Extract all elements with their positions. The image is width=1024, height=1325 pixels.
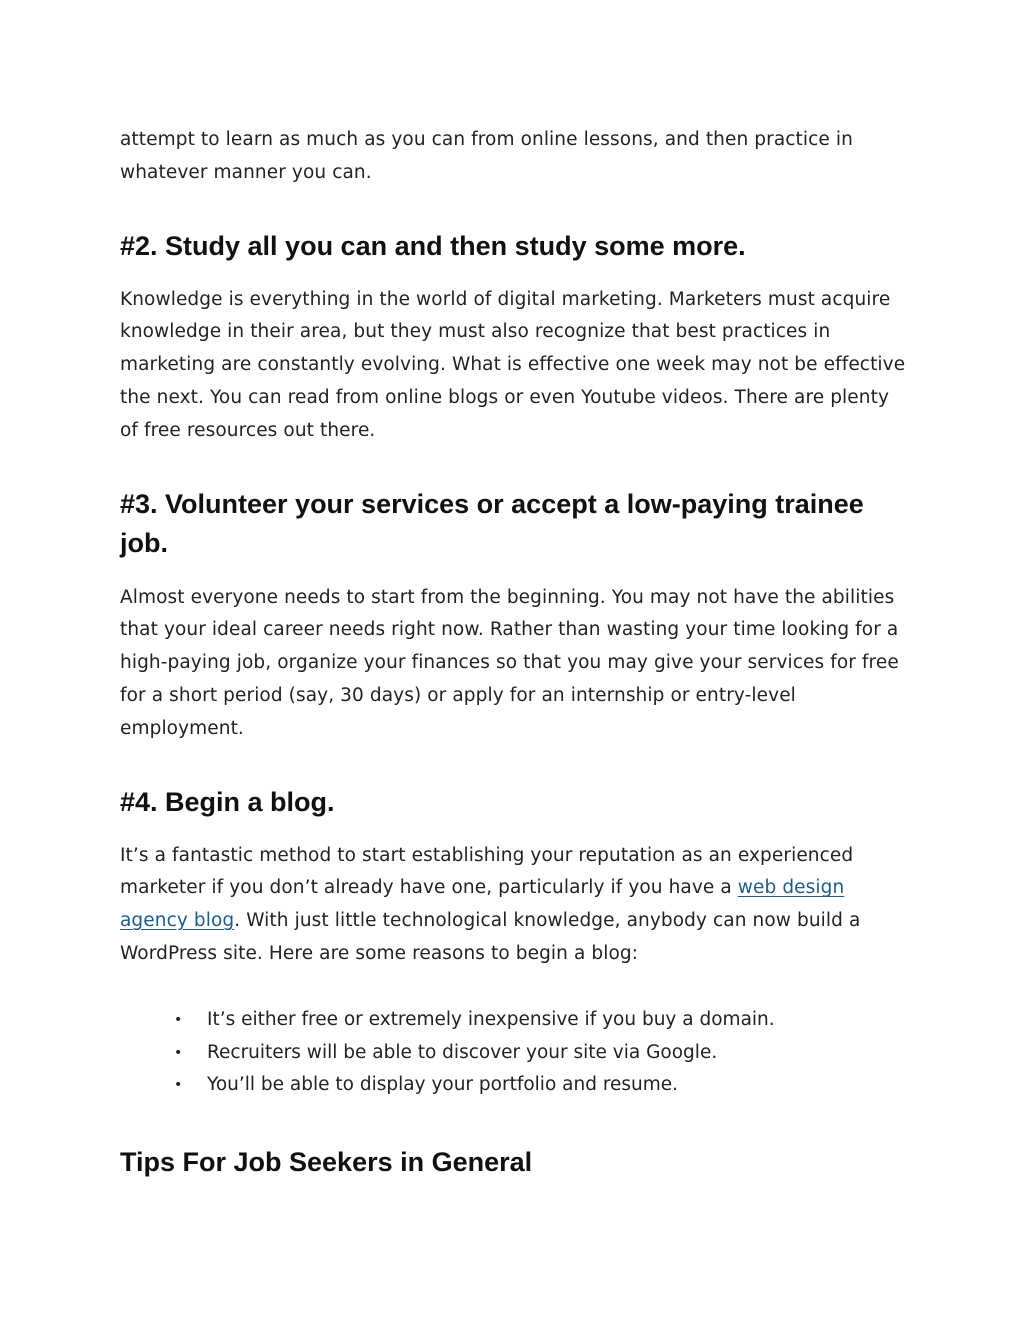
section-heading-blog: #4. Begin a blog. (120, 786, 335, 817)
study-paragraph: Knowledge is everything in the world of digital marketing. Marketers must acquire knowledge in their area, but they must also recognize that best practices in marketing are constantly evolving. What is effective one week may not be effective the next. You can read from online blogs or even Youtube videos. There are plenty of free resources out there. (120, 288, 906, 441)
section-heading-study: #2. Study all you can and then study some more. (120, 230, 746, 261)
list-item-text: It’s either free or extremely inexpensive if you buy a domain. (207, 1008, 775, 1030)
list-item (120, 1004, 910, 1037)
bullet-icon: • (174, 1077, 183, 1094)
blog-paragraph-text-end: . With just little technological knowledge, anybody can now build a WordPress site. Here are some reasons to begin a blog: (120, 910, 861, 964)
volunteer-paragraph: Almost everyone needs to start from the beginning. You may not have the abilities that your ideal career needs right now. Rather than wasting your time looking for a high-paying job, organize your finances so that you may give your services for free for a short period (say, 30 days) or apply for an internship or entry-level employment. (120, 586, 899, 739)
web-design-agency-blog-link[interactable]: web design agency blog (120, 877, 845, 932)
intro-paragraph: attempt to learn as much as you can from online lessons, and then practice in whatever manner you can. (120, 129, 853, 183)
list-item (120, 1069, 910, 1102)
blog-paragraph-text-start: It’s a fantastic method to start establishing your reputation as an experienced marketer if you don’t already have one, particularly if you have a (120, 844, 854, 899)
blog-reasons-list (120, 1004, 910, 1102)
document-page (120, 124, 910, 1182)
section-heading-tips: Tips For Job Seekers in General (120, 1147, 533, 1178)
list-item-text: Recruiters will be able to discover your site via Google. (207, 1041, 718, 1063)
list-item (120, 1037, 910, 1070)
bullet-icon: • (174, 1011, 183, 1028)
list-item-text: You’ll be able to display your portfolio and resume. (207, 1074, 679, 1096)
bullet-icon: • (174, 1044, 183, 1061)
blog-paragraph (120, 840, 910, 971)
section-heading-volunteer: #3. Volunteer your services or accept a low-paying trainee job. (120, 488, 864, 558)
